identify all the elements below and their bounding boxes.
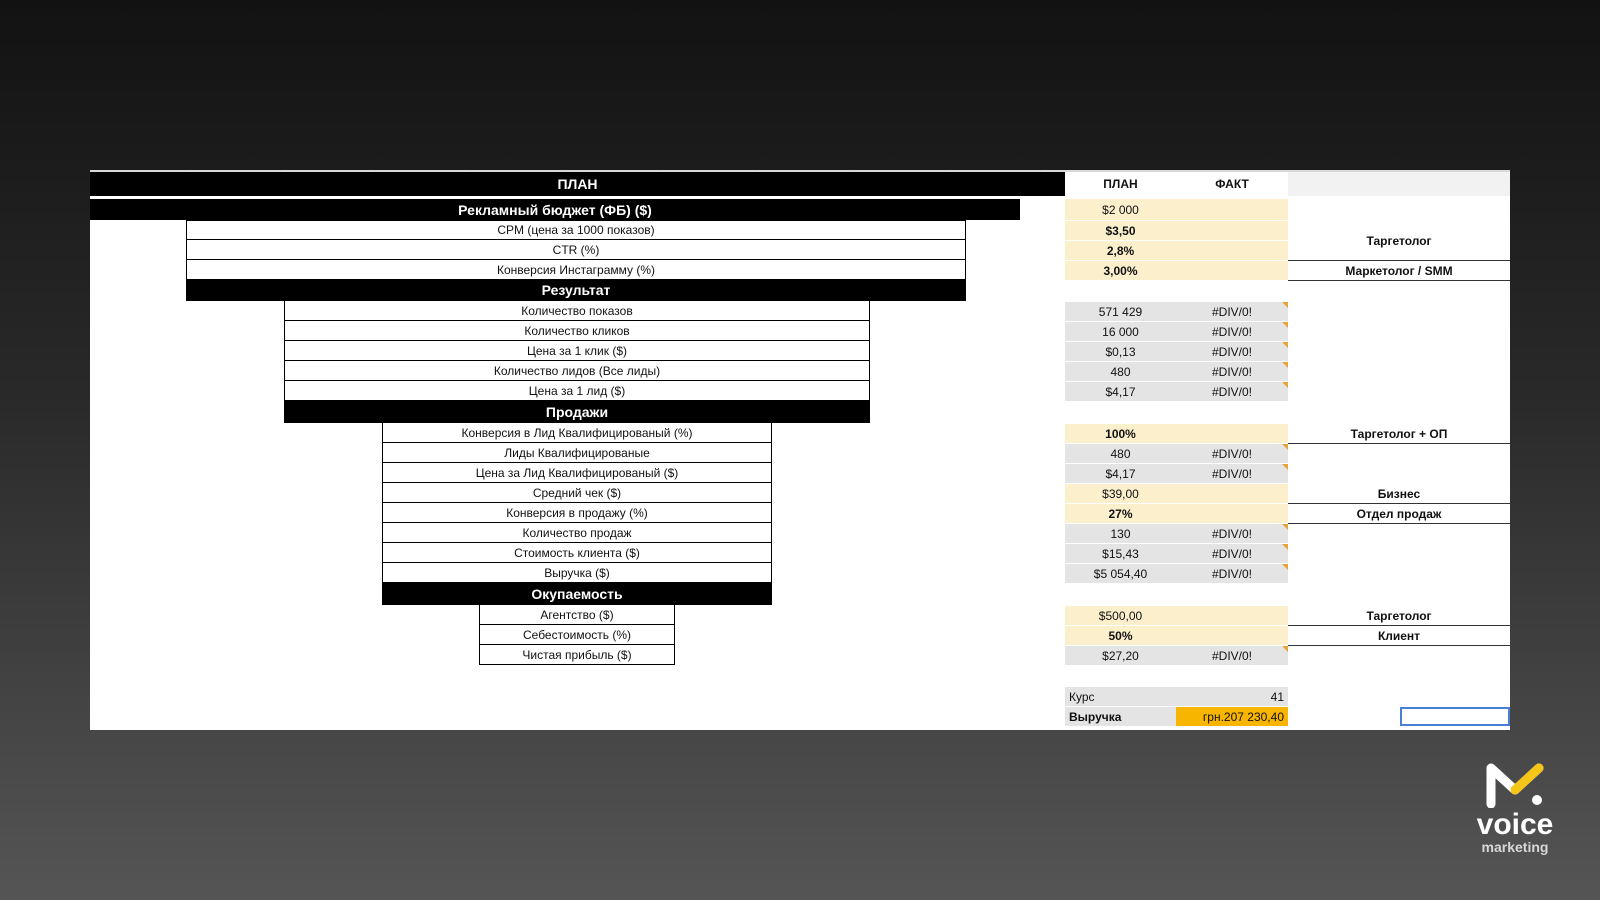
role-business: Бизнес [1377, 486, 1421, 501]
fact-sales-count-cell[interactable] [1176, 524, 1288, 543]
plan-clicks-cell[interactable]: 16 000 [1065, 322, 1176, 341]
brand-subtitle: marketing [1481, 839, 1549, 855]
voice-logo-icon [1485, 760, 1545, 808]
fact-conv-sale-cell[interactable] [1176, 504, 1288, 523]
error-value: #DIV/0! [1211, 304, 1253, 319]
comment-marker-icon [1282, 544, 1288, 550]
role-divider [1288, 645, 1510, 646]
plan-conv-qual-cell[interactable]: 100% [1065, 424, 1176, 443]
funnel-row-cost-pct: Себестоимость (%) [479, 625, 675, 645]
funnel-row-cpl: Цена за 1 лид ($) [284, 381, 870, 401]
plan-client-cost-cell[interactable]: $15,43 [1065, 544, 1176, 563]
plan-budget-cell[interactable]: $2 000 [1065, 199, 1176, 220]
logo-mark-icon [1485, 760, 1545, 808]
fact-ctr-cell[interactable] [1176, 241, 1288, 260]
error-value: #DIV/0! [1211, 324, 1253, 339]
selected-cell-outline[interactable] [1400, 707, 1510, 726]
fact-cpql-cell[interactable] [1176, 464, 1288, 483]
role-targetolog-op: Таргетолог + ОП [1350, 426, 1448, 441]
error-value: #DIV/0! [1211, 466, 1253, 481]
role-targetolog: Таргетолог [1366, 233, 1432, 248]
fact-qual-leads-cell[interactable] [1176, 444, 1288, 463]
header-blank [1288, 172, 1510, 196]
comment-marker-icon [1282, 342, 1288, 348]
fact-cost-pct-cell[interactable] [1176, 626, 1288, 645]
plan-net-profit-cell[interactable]: $27,20 [1065, 646, 1176, 665]
rate-label: Курс [1065, 687, 1176, 706]
role-divider [1288, 280, 1510, 281]
plan-conv-insta-cell[interactable]: 3,00% [1065, 261, 1176, 280]
plan-revenue-cell[interactable]: $5 054,40 [1065, 564, 1176, 583]
fact-client-cost-cell[interactable] [1176, 544, 1288, 563]
role-sales-dept: Отдел продаж [1356, 506, 1442, 521]
funnel-row-client-cost: Стоимость клиента ($) [382, 543, 772, 563]
comment-marker-icon [1282, 646, 1288, 652]
comment-marker-icon [1282, 444, 1288, 450]
plan-cost-pct-cell[interactable]: 50% [1065, 626, 1176, 645]
brand-name: voice [1476, 808, 1554, 841]
fact-column-header[interactable]: ФАКТ [1176, 172, 1288, 196]
funnel-row-conv-insta: Конверсия Инстаграмму (%) [186, 260, 966, 280]
fact-cpm-cell[interactable] [1176, 221, 1288, 240]
rate-value-cell[interactable]: 41 [1176, 687, 1288, 706]
funnel-row-leads: Количество лидов (Все лиды) [284, 361, 870, 381]
comment-marker-icon [1282, 382, 1288, 388]
fact-clicks-cell[interactable] [1176, 322, 1288, 341]
error-value: #DIV/0! [1211, 446, 1253, 461]
funnel-row-cpc: Цена за 1 клик ($) [284, 341, 870, 361]
plan-header-bar: ПЛАН [90, 172, 1065, 196]
comment-marker-icon [1282, 524, 1288, 530]
fact-conv-qual-cell[interactable] [1176, 424, 1288, 443]
sales-section-bar: Продажи [284, 401, 870, 423]
plan-column-header[interactable]: ПЛАН [1065, 172, 1176, 196]
funnel-row-conv-qual: Конверсия в Лид Квалифицированый (%) [382, 423, 772, 443]
fact-cpl-cell[interactable] [1176, 382, 1288, 401]
brand-logo [1465, 760, 1565, 854]
error-value: #DIV/0! [1211, 546, 1253, 561]
fact-net-profit-cell[interactable] [1176, 646, 1288, 665]
plan-avg-check-cell[interactable]: $39,00 [1065, 484, 1176, 503]
funnel-row-conv-sale: Конверсия в продажу (%) [382, 503, 772, 523]
funnel-row-agency: Агентство ($) [479, 605, 675, 625]
fact-budget-cell[interactable] [1176, 199, 1288, 220]
fact-revenue-cell[interactable] [1176, 564, 1288, 583]
role-marketer: Маркетолог / SMM [1345, 263, 1453, 278]
fact-avg-check-cell[interactable] [1176, 484, 1288, 503]
funnel-row-revenue: Выручка ($) [382, 563, 772, 583]
plan-impressions-cell[interactable]: 571 429 [1065, 302, 1176, 321]
comment-marker-icon [1282, 464, 1288, 470]
fact-agency-cell[interactable] [1176, 606, 1288, 625]
budget-section-bar: Рекламный бюджет (ФБ) ($) [90, 199, 1020, 220]
funnel-row-sales-count: Количество продаж [382, 523, 772, 543]
funnel-row-cpql: Цена за Лид Квалифицированый ($) [382, 463, 772, 483]
comment-marker-icon [1282, 564, 1288, 570]
funnel-row-cpm: CPM (цена за 1000 показов) [186, 220, 966, 240]
error-value: #DIV/0! [1211, 344, 1253, 359]
funnel-row-impressions: Количество показов [284, 301, 870, 321]
plan-ctr-cell[interactable]: 2,8% [1065, 241, 1176, 260]
plan-qual-leads-cell[interactable]: 480 [1065, 444, 1176, 463]
revenue-uah-cell[interactable]: грн.207 230,40 [1176, 707, 1288, 726]
plan-cpql-cell[interactable]: $4,17 [1065, 464, 1176, 483]
funnel-row-qual-leads: Лиды Квалифицированые [382, 443, 772, 463]
spreadsheet-sheet [90, 170, 1510, 730]
fact-conv-insta-cell[interactable] [1176, 261, 1288, 280]
plan-cpc-cell[interactable]: $0,13 [1065, 342, 1176, 361]
plan-cpl-cell[interactable]: $4,17 [1065, 382, 1176, 401]
fact-impressions-cell[interactable] [1176, 302, 1288, 321]
comment-marker-icon [1282, 302, 1288, 308]
funnel-row-avg-check: Средний чек ($) [382, 483, 772, 503]
comment-marker-icon [1282, 322, 1288, 328]
fact-cpc-cell[interactable] [1176, 342, 1288, 361]
plan-agency-cell[interactable]: $500,00 [1065, 606, 1176, 625]
funnel-row-clicks: Количество кликов [284, 321, 870, 341]
role-divider [1288, 523, 1510, 524]
fact-leads-cell[interactable] [1176, 362, 1288, 381]
payback-section-bar: Окупаемость [382, 583, 772, 605]
plan-conv-sale-cell[interactable]: 27% [1065, 504, 1176, 523]
error-value: #DIV/0! [1211, 526, 1253, 541]
revenue-uah-label: Выручка [1065, 707, 1176, 726]
funnel-row-net-profit: Чистая прибыль ($) [479, 645, 675, 665]
result-section-bar: Результат [186, 279, 966, 301]
error-value: #DIV/0! [1211, 648, 1253, 663]
plan-sales-count-cell[interactable]: 130 [1065, 524, 1176, 543]
error-value: #DIV/0! [1211, 384, 1253, 399]
role-client: Клиент [1377, 628, 1421, 643]
comment-marker-icon [1282, 362, 1288, 368]
error-value: #DIV/0! [1211, 566, 1253, 581]
plan-cpm-cell[interactable]: $3,50 [1065, 221, 1176, 240]
role-targetolog-payback: Таргетолог [1366, 608, 1432, 623]
error-value: #DIV/0! [1211, 364, 1253, 379]
role-divider [1288, 443, 1510, 444]
plan-leads-cell[interactable]: 480 [1065, 362, 1176, 381]
funnel-row-ctr: CTR (%) [186, 240, 966, 260]
